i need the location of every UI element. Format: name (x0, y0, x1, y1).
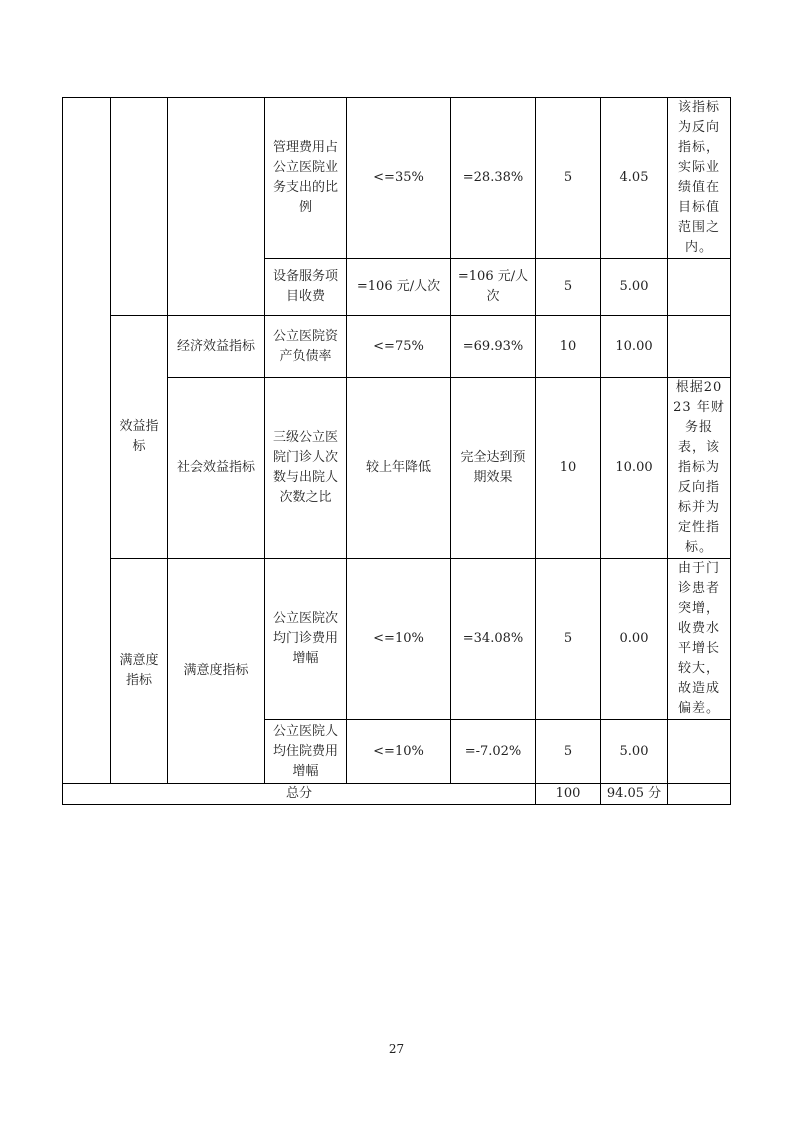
metric-name: 公立医院人均住院费用增幅 (265, 720, 347, 784)
weight-value: 5 (536, 259, 601, 316)
level2-indicator-cell (111, 98, 168, 316)
score-value: 10.00 (601, 378, 668, 559)
actual-value: 完全达到预期效果 (451, 378, 536, 559)
total-note (668, 784, 731, 805)
deviation-note (668, 720, 731, 784)
table-row (63, 98, 731, 259)
target-value: <=10% (347, 559, 451, 720)
metric-name: 设备服务项目收费 (265, 259, 347, 316)
page-number: 27 (388, 1042, 405, 1056)
metric-name: 公立医院次均门诊费用增幅 (265, 559, 347, 720)
actual-value: =34.08% (451, 559, 536, 720)
target-value: <=10% (347, 720, 451, 784)
total-row (63, 784, 731, 805)
deviation-note: 该指标为反向指标，实际业绩值在目标值范围之内。 (668, 98, 731, 259)
deviation-note: 根据2023 年财务报表，该指标为反向指标并为定性指标。 (668, 378, 731, 559)
total-weight: 100 (536, 784, 601, 805)
weight-value: 10 (536, 378, 601, 559)
metric-name: 公立医院资产负债率 (265, 316, 347, 378)
weight-value: 5 (536, 98, 601, 259)
metric-name: 管理费用占公立医院业务支出的比例 (265, 98, 347, 259)
level3-indicator-cell: 社会效益指标 (168, 378, 265, 559)
level3-indicator-cell (168, 98, 265, 316)
deviation-note: 由于门诊患者突增，收费水平增长较大，故造成偏差。 (668, 559, 731, 720)
score-value: 5.00 (601, 720, 668, 784)
score-value: 0.00 (601, 559, 668, 720)
weight-value: 5 (536, 559, 601, 720)
deviation-note (668, 316, 731, 378)
metric-name: 三级公立医院门诊人次数与出院人次数之比 (265, 378, 347, 559)
target-value: =106 元/人次 (347, 259, 451, 316)
actual-value: =-7.02% (451, 720, 536, 784)
level3-indicator-cell: 满意度指标 (168, 559, 265, 784)
table-row (63, 559, 731, 720)
table-row (63, 316, 731, 378)
actual-value: =69.93% (451, 316, 536, 378)
score-value: 5.00 (601, 259, 668, 316)
target-value: <=35% (347, 98, 451, 259)
weight-value: 5 (536, 720, 601, 784)
target-value: <=75% (347, 316, 451, 378)
level2-indicator-cell: 满意度指标 (111, 559, 168, 784)
total-score: 94.05 分 (601, 784, 668, 805)
target-value: 较上年降低 (347, 378, 451, 559)
actual-value: =28.38% (451, 98, 536, 259)
weight-value: 10 (536, 316, 601, 378)
score-value: 4.05 (601, 98, 668, 259)
score-value: 10.00 (601, 316, 668, 378)
level3-indicator-cell: 经济效益指标 (168, 316, 265, 378)
performance-indicator-table (62, 97, 731, 805)
level2-indicator-cell: 效益指标 (111, 316, 168, 559)
total-label: 总分 (63, 784, 536, 805)
level1-indicator-cell (63, 98, 111, 784)
deviation-note (668, 259, 731, 316)
actual-value: =106 元/人次 (451, 259, 536, 316)
